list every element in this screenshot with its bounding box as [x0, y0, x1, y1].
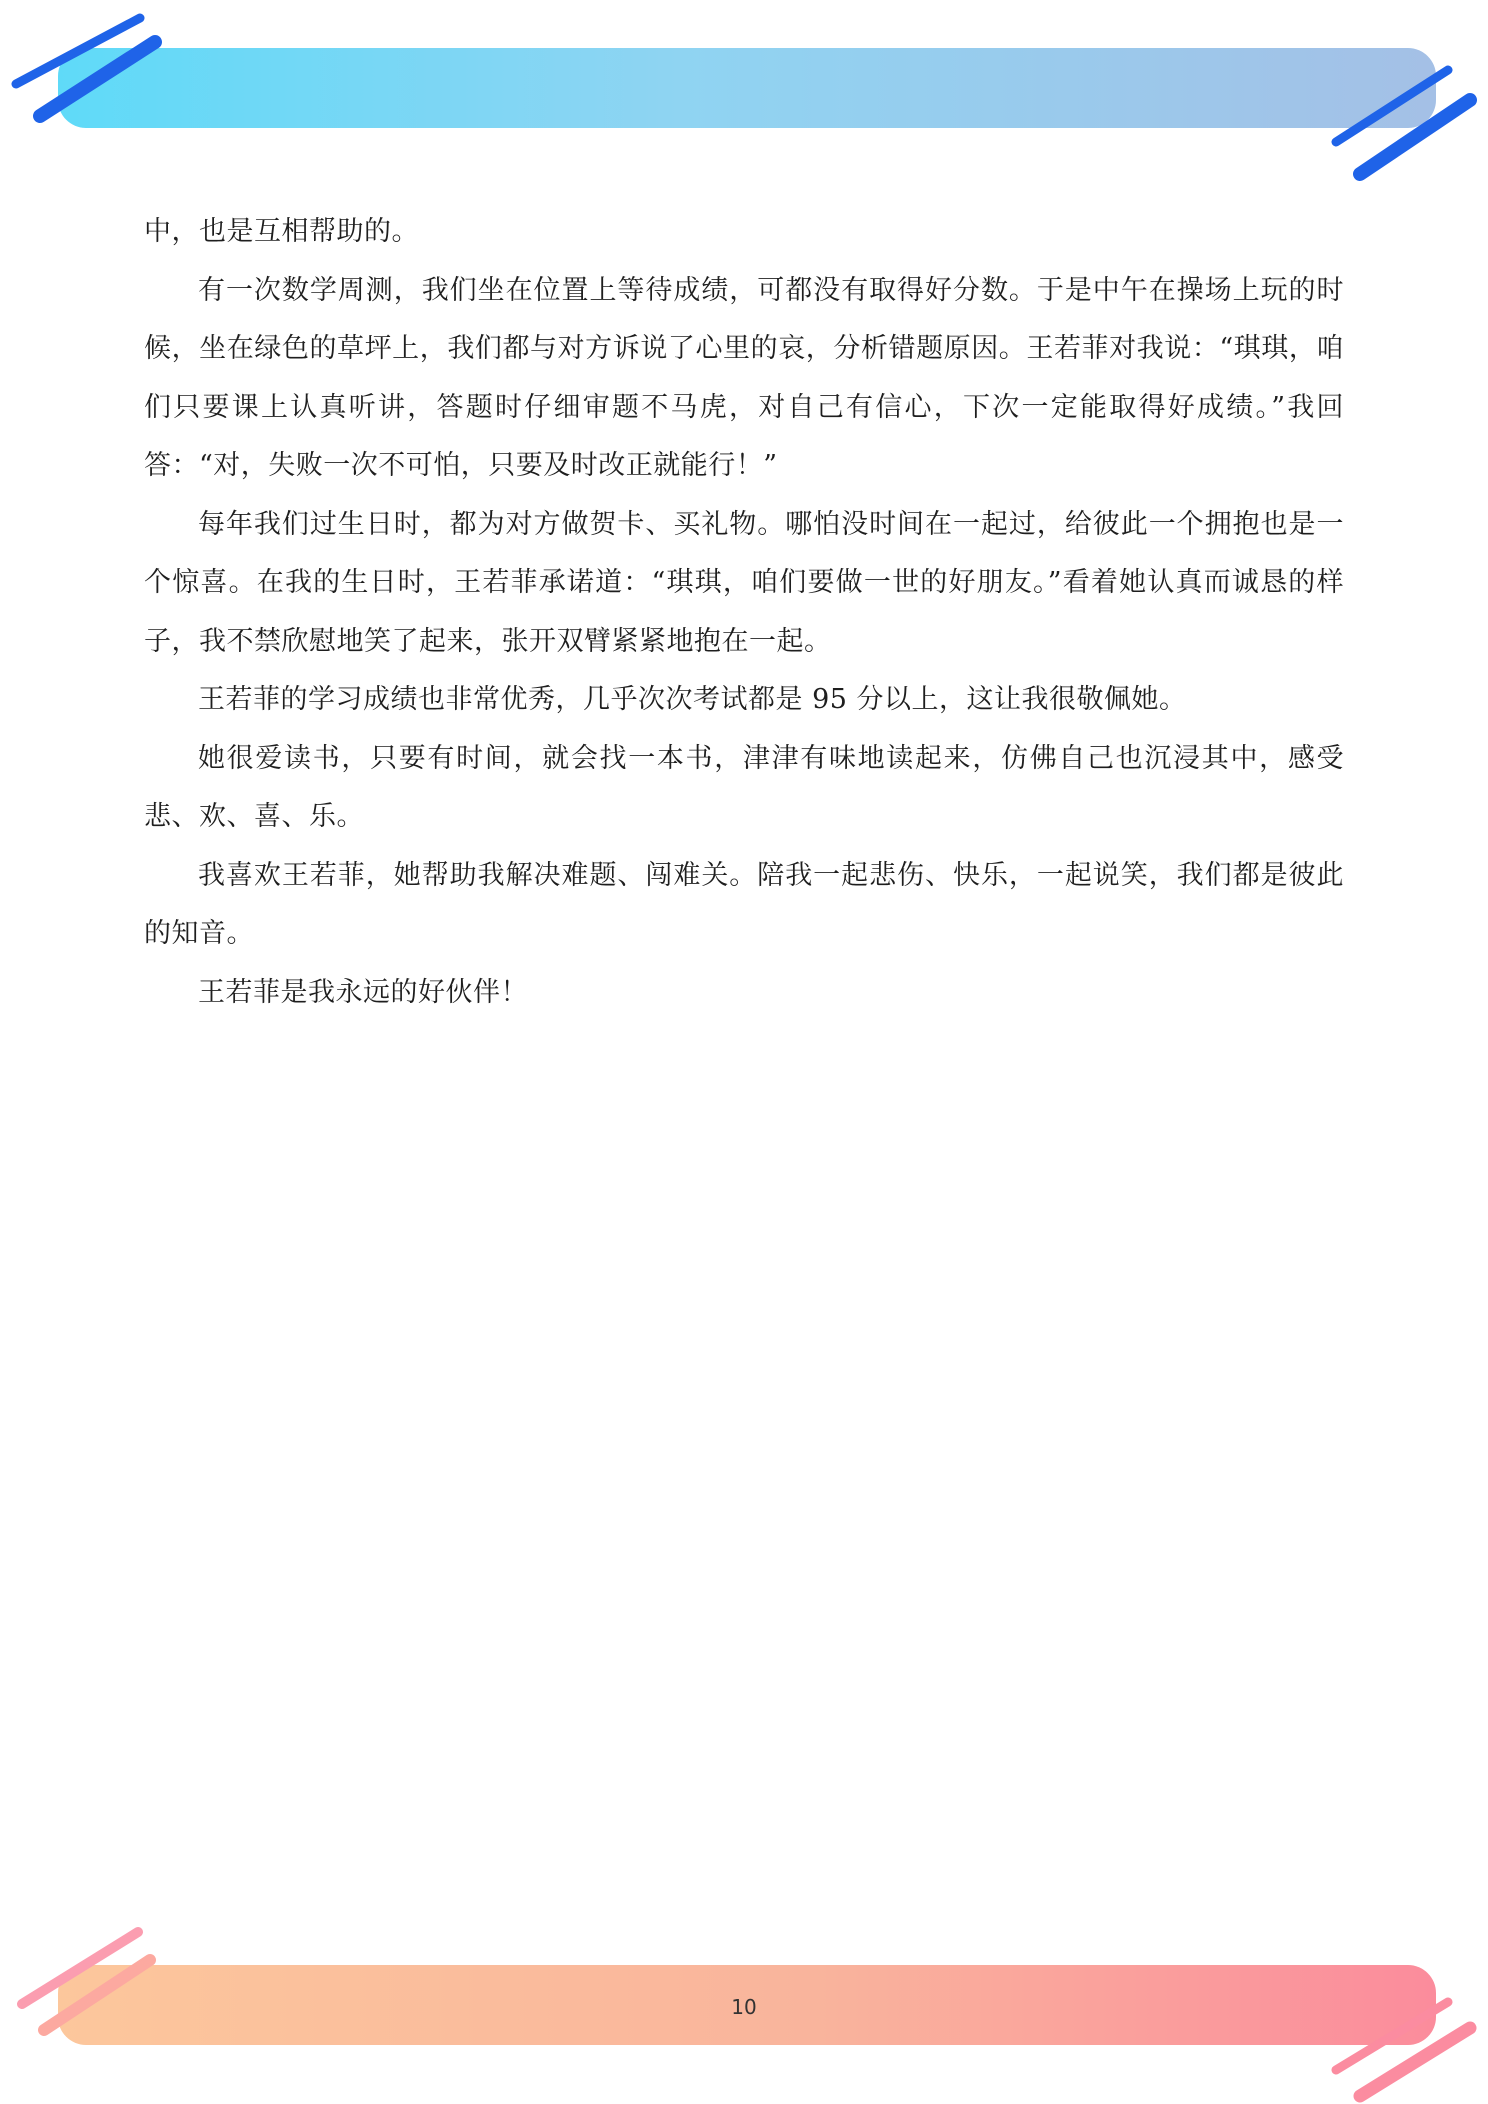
footer-stripes-left — [0, 1920, 170, 2050]
paragraph-1: 中，也是互相帮助的。 — [144, 216, 419, 247]
header-stripes-right — [1320, 60, 1488, 190]
header-banner — [58, 48, 1436, 128]
paragraph-6: 我喜欢王若菲，她帮助我解决难题、闯难关。陪我一起悲伤、快乐，一起说笑，我们都是彼此的知音。 — [144, 859, 1344, 949]
paragraph-7: 王若菲是我永远的好伙伴！ — [198, 976, 528, 1008]
page-number: 10 — [731, 1995, 757, 2019]
paragraph-3: 每年我们过生日时，都为对方做贺卡、买礼物。哪怕没时间在一起过，给彼此一个拥抱也是一个惊喜。在我的生日时，王若菲承诺道：“琪琪，咱们要做一世的好朋友。”看着她认真而诚恳的样子，我不禁欣慰地笑了起来，张开双臂紧紧地抱在一起。 — [144, 508, 1344, 657]
paragraph-4: 王若菲的学习成绩也非常优秀，几乎次次考试都是 95 分以上，这让我很敬佩她。 — [198, 684, 1187, 715]
paragraph-5: 她很爱读书，只要有时间，就会找一本书，津津有味地读起来，仿佛自己也沉浸其中，感受悲、欢、喜、乐。 — [144, 742, 1344, 832]
document-body — [144, 203, 1344, 1022]
header-stripes-left — [0, 0, 180, 140]
paragraph-2: 有一次数学周测，我们坐在位置上等待成绩，可都没有取得好分数。于是中午在操场上玩的时候，坐在绿色的草坪上，我们都与对方诉说了心里的哀，分析错题原因。王若菲对我说：“琪琪，咱们只要课上认真听讲，答题时仔细审题不马虎，对自己有信心，下次一定能取得好成绩。”我回答：“对，失败一次不可怕，只要及时改正就能行！” — [144, 274, 1344, 481]
